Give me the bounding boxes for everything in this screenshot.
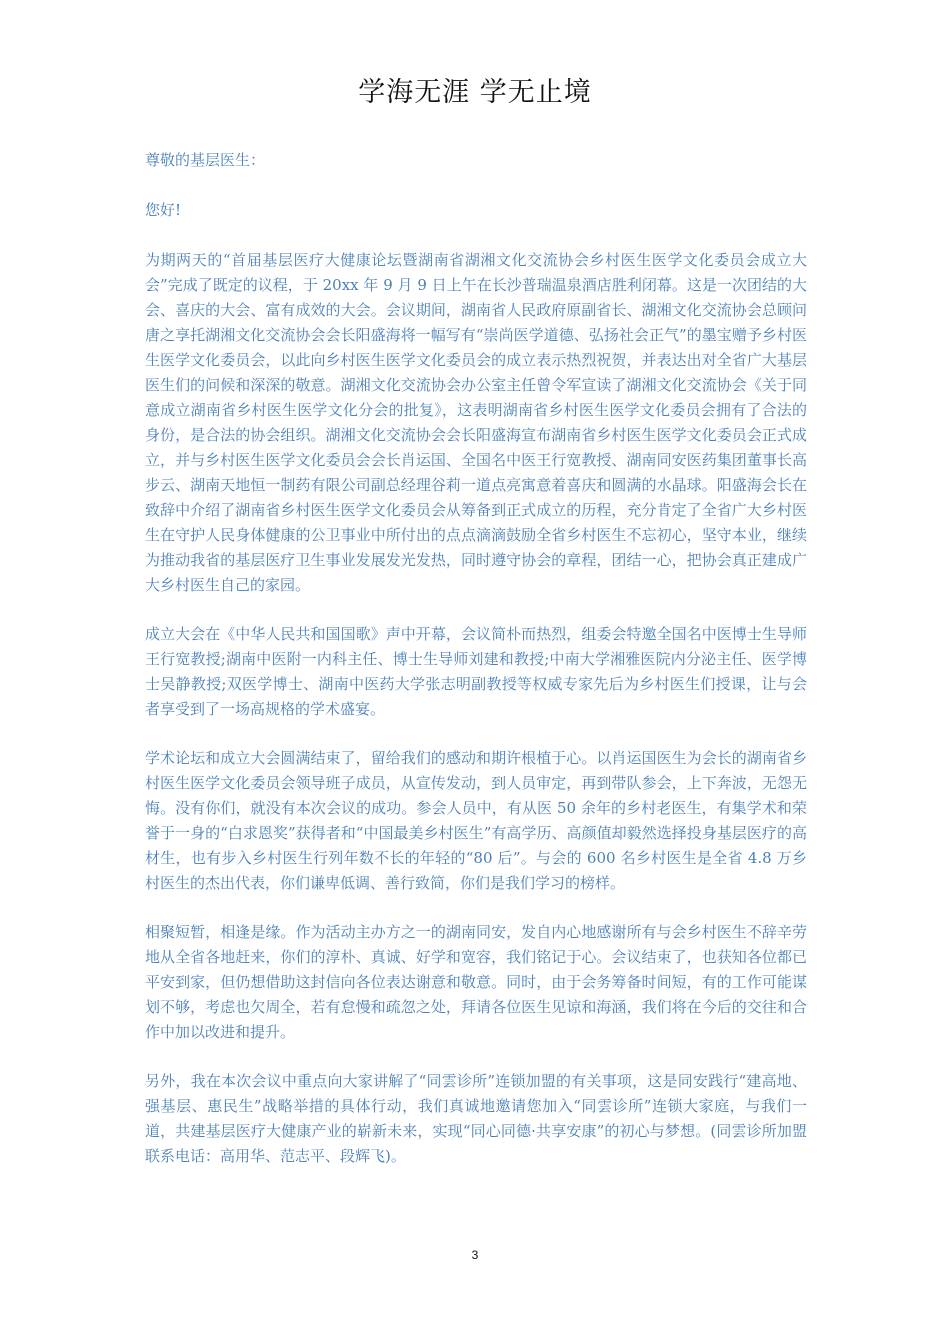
greeting: 您好!	[145, 201, 182, 219]
letter-body	[145, 148, 807, 1193]
paragraph-opening-lectures: 成立大会在《中华人民共和国国歌》声中开幕，会议简朴而热烈，组委会特邀全国名中医博士生导师王行宽教授;湖南中医附一内科主任、博士生导师刘建和教授;中南大学湘雅医院内分泌主任、医学博士吴静教授;双医学博士、湖南中医药大学张志明副教授等权威专家先后为乡村医生们授课，让与会者享受到了一场高规格的学术盛宴。	[145, 625, 807, 718]
paragraph-conference-closing: 为期两天的“首届基层医疗大健康论坛暨湖南省湖湘文化交流协会乡村医生医学文化委员会成立大会”完成了既定的议程，于 20xx 年 9 月 9 日上午在长沙普瑞温泉酒店胜利闭幕。这是一次团结的大会、喜庆的大会、富有成效的大会。会议期间，湖南省人民政府原副省长、湖湘文化交流协会总顾问唐之享托湖湘文化交流协会会长阳盛海将一幅写有“崇尚医学道德、弘扬社会正气”的墨宝赠予乡村医生医学文化委员会，以此向乡村医生医学文化委员会的成立表示热烈祝贺，并表达出对全省广大基层医生们的问候和深深的敬意。湖湘文化交流协会办公室主任曾令军宣读了湖湘文化交流协会《关于同意成立湖南省乡村医生医学文化分会的批复》，这表明湖南省乡村医生医学文化委员会拥有了合法的身份，是合法的协会组织。湖湘文化交流协会会长阳盛海宣布湖南省乡村医生医学文化委员会正式成立，并与乡村医生医学文化委员会会长肖运国、全国名中医王行宽教授、湖南同安医药集团董事长高步云、湖南天地恒一制药有限公司副总经理谷莉一道点亮寓意着喜庆和圆满的水晶球。阳盛海会长在致辞中介绍了湖南省乡村医生医学文化委员会从筹备到正式成立的历程，充分肯定了全省广大乡村医生在守护人民身体健康的公卫事业中所付出的点点滴滴鼓励全省乡村医生不忘初心，坚守本业，继续为推动我省的基层医疗卫生事业发展发光发热，同时遵守协会的章程，团结一心，把协会真正建成广大乡村医生自己的家园。	[145, 251, 807, 594]
salutation: 尊敬的基层医生：	[145, 151, 266, 169]
paragraph-clinic-franchise: 另外，我在本次会议中重点向大家讲解了“同雲诊所”连锁加盟的有关事项，这是同安践行“建高地、强基层、惠民生”战略举措的具体行动，我们真诚地邀请您加入“同雲诊所”连锁大家庭，与我们一道，共建基层医疗大健康产业的崭新未来，实现“同心同德·共享安康”的初心与梦想。(同雲诊所加盟联系电话：高用华、范志平、段辉飞)。	[145, 1072, 807, 1165]
paragraph-gratitude-attendees: 学术论坛和成立大会圆满结束了，留给我们的感动和期许根植于心。以肖运国医生为会长的湖南省乡村医生医学文化委员会领导班子成员，从宣传发动，到人员审定，再到带队参会，上下奔波，无怨无悔。没有你们，就没有本次会议的成功。参会人员中，有从医 50 余年的乡村老医生，有集学术和荣誉于一身的“白求恩奖”获得者和“中国最美乡村医生”有高学历、高颜值却毅然选择投身基层医疗的高材生，也有步入乡村医生行列年数不长的年轻的“80 后”。与会的 600 名乡村医生是全省 4.8 万乡村医生的杰出代表，你们谦卑低调、善行致简，你们是我们学习的榜样。	[145, 749, 807, 892]
paragraph-thanks-apology: 相聚短暂，相逢是缘。作为活动主办方之一的湖南同安，发自内心地感谢所有与会乡村医生不辞辛劳地从全省各地赶来，你们的淳朴、真诚、好学和宽容，我们铭记于心。会议结束了，也获知各位都已平安到家，但仍想借助这封信向各位表达谢意和敬意。同时，由于会务筹备时间短，有的工作可能谋划不够，考虑也欠周全，若有怠慢和疏忽之处，拜请各位医生见谅和海涵，我们将在今后的交往和合作中加以改进和提升。	[145, 923, 807, 1041]
page-number: 3	[471, 1248, 479, 1262]
page-header-title: 学海无涯 学无止境	[358, 77, 592, 108]
